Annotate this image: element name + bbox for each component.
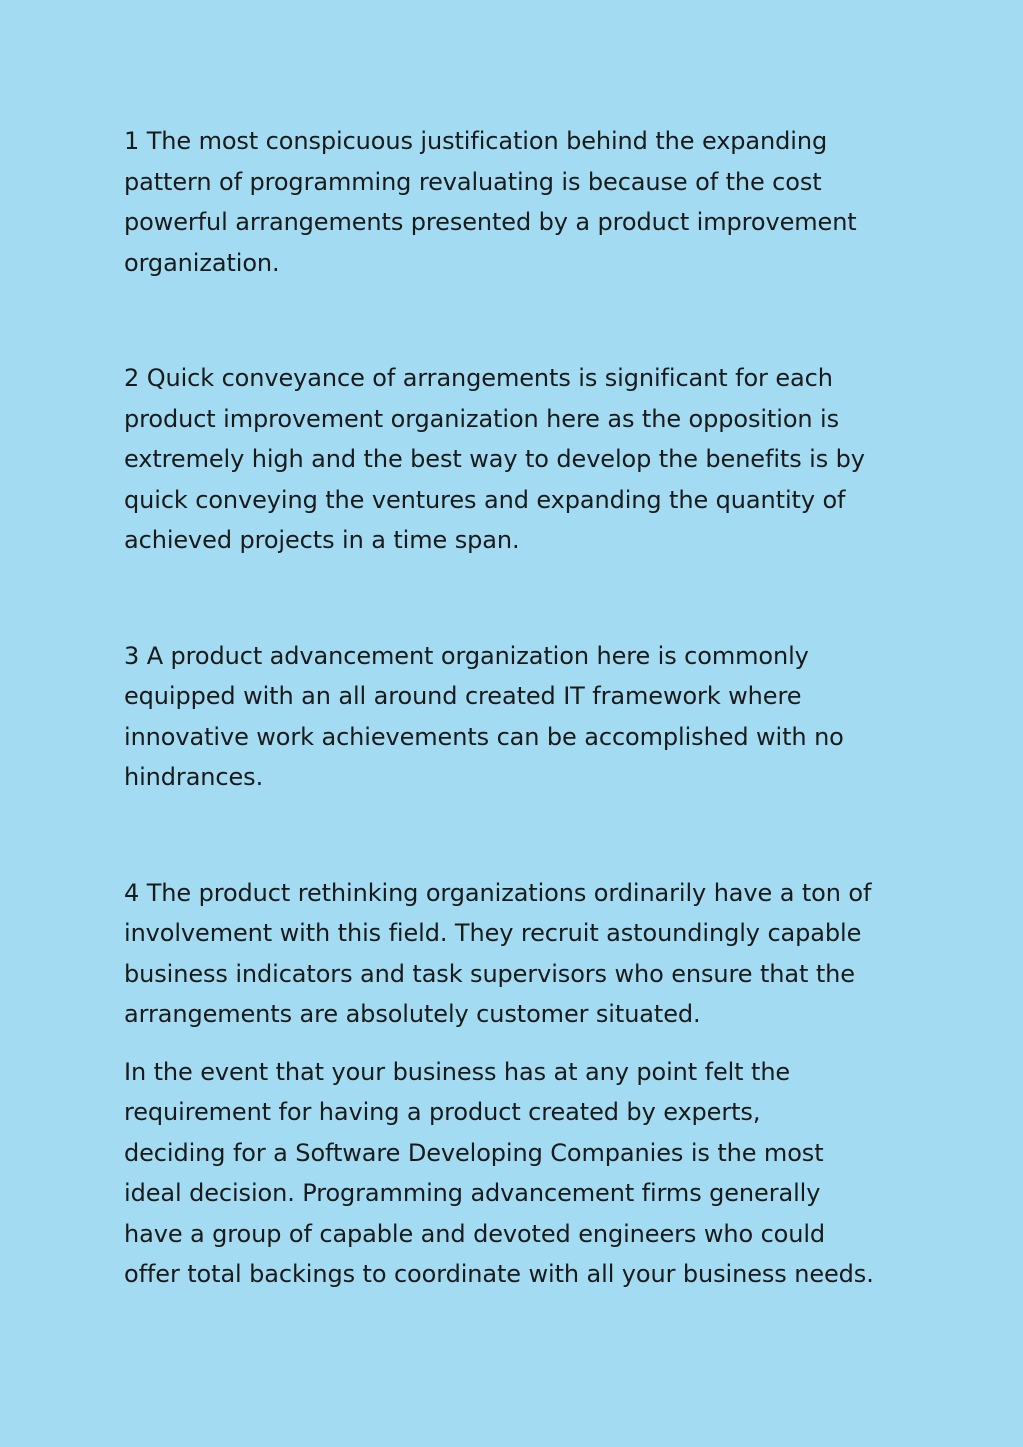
paragraph-line: arrangements are absolutely customer situated.	[124, 1000, 701, 1028]
paragraph-line: equipped with an all around created IT framework where	[124, 682, 802, 710]
paragraph-line: 2 Quick conveyance of arrangements is significant for each	[124, 364, 833, 392]
paragraph-line: pattern of programming revaluating is because of the cost	[124, 167, 822, 196]
paragraph-4	[124, 873, 914, 1035]
paragraph-line: requirement for having a product created by experts,	[124, 1098, 761, 1126]
paragraph-line: innovative work achievements can be accomplished with no	[124, 722, 844, 751]
paragraph-line: offer total backings to coordinate with all your business needs.	[124, 1260, 874, 1288]
paragraph-1	[124, 121, 914, 283]
paragraph-line: business indicators and task supervisors who ensure that the	[124, 959, 855, 988]
paragraph-line: In the event that your business has at any point felt the	[124, 1057, 791, 1086]
paragraph-line: organization.	[124, 248, 280, 277]
paragraph-line: 1 The most conspicuous justification behind the expanding	[124, 127, 828, 155]
paragraph-line: involvement with this field. They recruit astoundingly capable	[124, 919, 862, 947]
paragraph-line: 4 The product rethinking organizations ordinarily have a ton of	[124, 878, 872, 907]
paragraph-line: have a group of capable and devoted engineers who could	[124, 1219, 826, 1248]
document-page	[124, 121, 914, 1295]
paragraph-line: deciding for a Software Developing Companies is the most	[124, 1138, 824, 1167]
paragraph-line: product improvement organization here as the opposition is	[124, 404, 840, 433]
paragraph-line: extremely high and the best way to develop the benefits is by	[124, 445, 865, 473]
paragraph-line: achieved projects in a time span.	[124, 526, 520, 554]
paragraph-5	[124, 1052, 914, 1295]
paragraph-2	[124, 358, 914, 561]
paragraph-line: powerful arrangements presented by a product improvement	[124, 208, 857, 236]
paragraph-3	[124, 636, 914, 798]
paragraph-line: hindrances.	[124, 763, 264, 791]
paragraph-line: 3 A product advancement organization here is commonly	[124, 641, 809, 670]
paragraph-line: ideal decision. Programming advancement firms generally	[124, 1179, 821, 1207]
paragraph-line: quick conveying the ventures and expanding the quantity of	[124, 485, 846, 514]
